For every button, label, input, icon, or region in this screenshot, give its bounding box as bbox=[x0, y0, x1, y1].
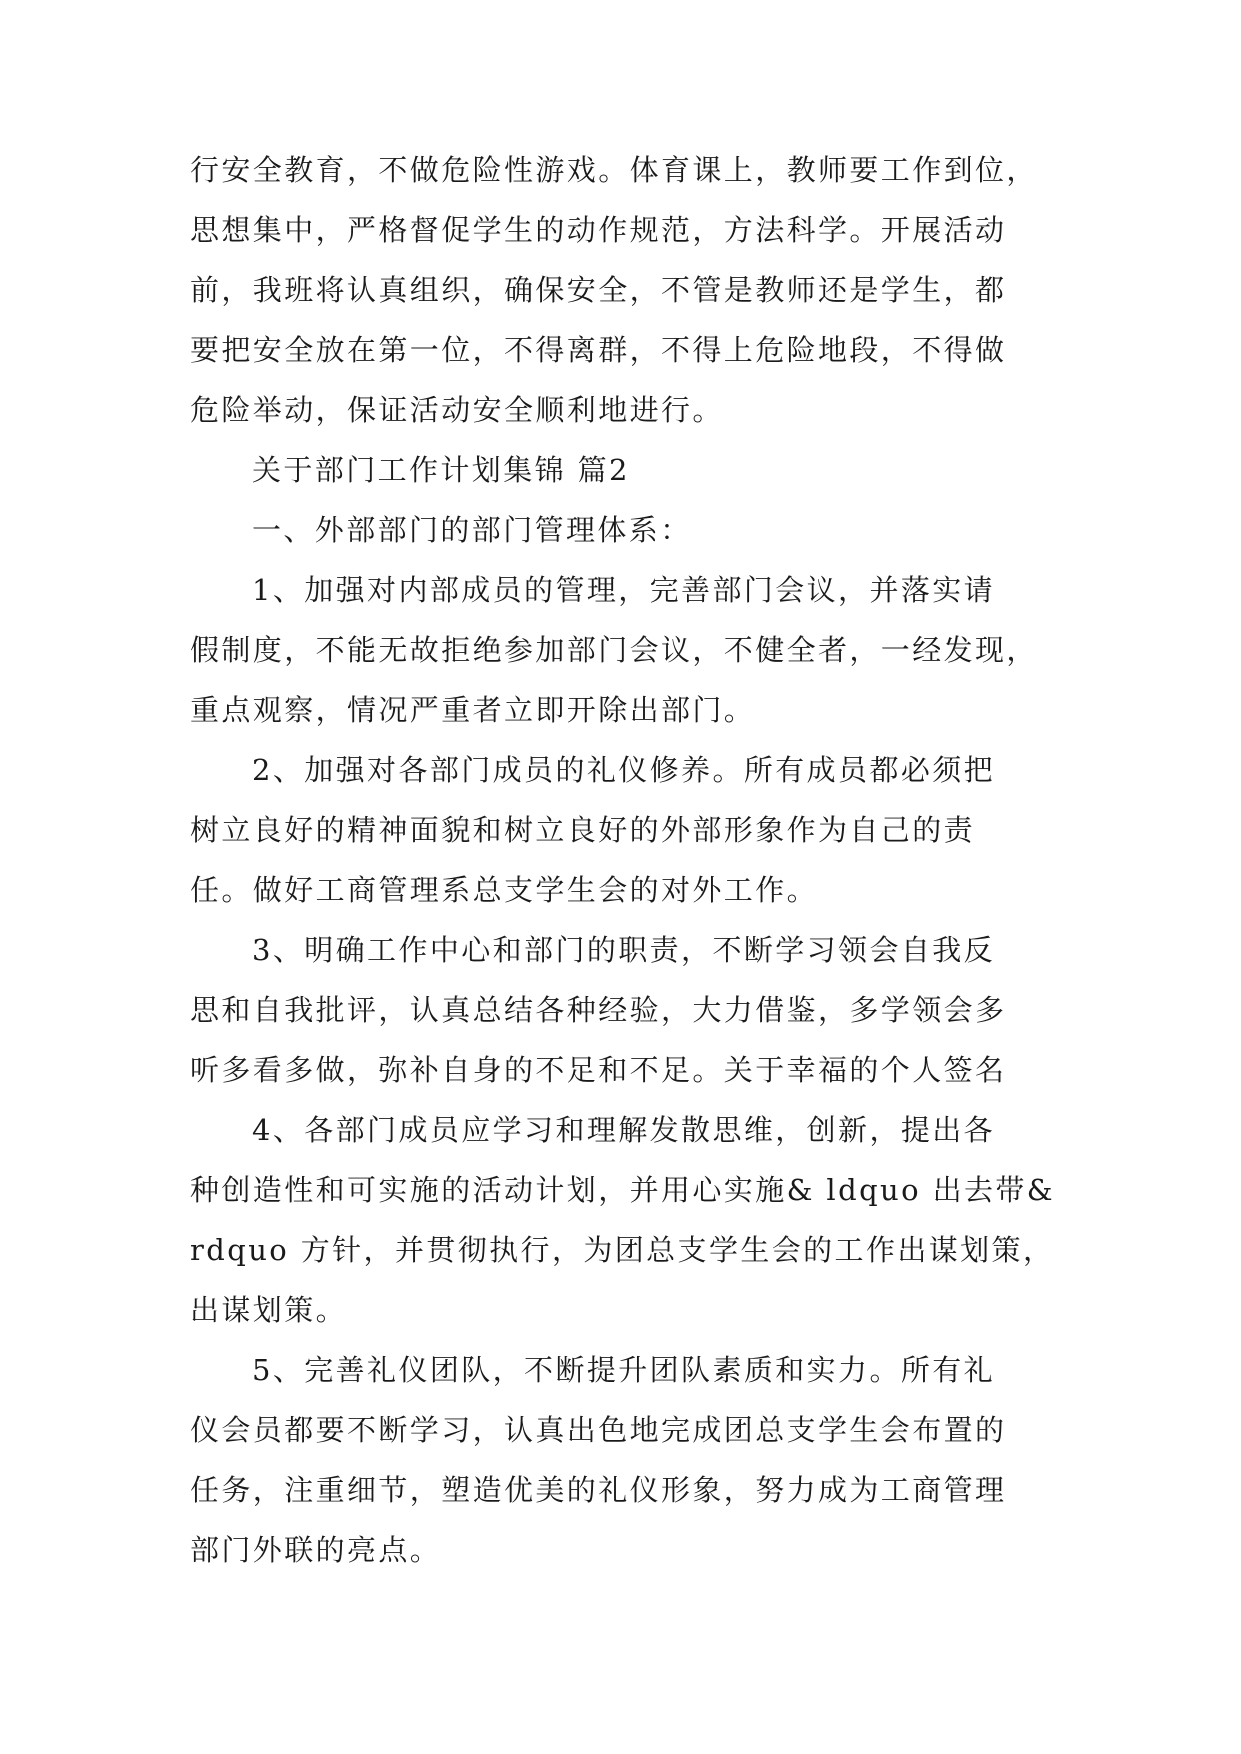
paragraph-line: 假制度，不能无故拒绝参加部门会议，不健全者，一经发现， bbox=[190, 633, 1038, 667]
paragraph-line: 行安全教育，不做危险性游戏。体育课上，教师要工作到位， bbox=[190, 153, 1038, 187]
paragraph-line: 出谋划策。 bbox=[190, 1293, 348, 1327]
paragraph-line: 危险举动，保证活动安全顺利地进行。 bbox=[190, 393, 724, 427]
paragraph-line: 任。做好工商管理系总支学生会的对外工作。 bbox=[190, 873, 819, 907]
paragraph-line: 4、各部门成员应学习和理解发散思维，创新，提出各 bbox=[252, 1113, 996, 1147]
paragraph-line: 部门外联的亮点。 bbox=[190, 1533, 442, 1567]
subsection-heading: 一、外部部门的部门管理体系： bbox=[252, 513, 692, 547]
paragraph-line: 1、加强对内部成员的管理，完善部门会议，并落实请 bbox=[252, 573, 996, 607]
paragraph-line: 听多看多做，弥补自身的不足和不足。关于幸福的个人签名 bbox=[190, 1053, 1007, 1087]
paragraph-line: 树立良好的精神面貌和树立良好的外部形象作为自己的责 bbox=[190, 813, 976, 847]
paragraph-line: 5、完善礼仪团队，不断提升团队素质和实力。所有礼 bbox=[252, 1353, 996, 1387]
paragraph-line: 前，我班将认真组织，确保安全，不管是教师还是学生，都 bbox=[190, 273, 1007, 307]
paragraph-line: rdquo 方针，并贯彻执行，为团总支学生会的工作出谋划策， bbox=[190, 1233, 1055, 1267]
paragraph-line: 思和自我批评，认真总结各种经验，大力借鉴，多学领会多 bbox=[190, 993, 1007, 1027]
paragraph-line: 仪会员都要不断学习，认真出色地完成团总支学生会布置的 bbox=[190, 1413, 1007, 1447]
section-heading: 关于部门工作计划集锦 篇2 bbox=[252, 453, 630, 487]
paragraph-line: 要把安全放在第一位，不得离群，不得上危险地段，不得做 bbox=[190, 333, 1007, 367]
paragraph-line: 思想集中，严格督促学生的动作规范，方法科学。开展活动 bbox=[190, 213, 1007, 247]
paragraph-line: 种创造性和可实施的活动计划，并用心实施& ldquo 出去带& bbox=[190, 1173, 1056, 1207]
paragraph-line: 2、加强对各部门成员的礼仪修养。所有成员都必须把 bbox=[252, 753, 996, 787]
paragraph-line: 任务，注重细节，塑造优美的礼仪形象，努力成为工商管理 bbox=[190, 1473, 1007, 1507]
paragraph-line: 重点观察，情况严重者立即开除出部门。 bbox=[190, 693, 756, 727]
paragraph-line: 3、明确工作中心和部门的职责，不断学习领会自我反 bbox=[252, 933, 996, 967]
